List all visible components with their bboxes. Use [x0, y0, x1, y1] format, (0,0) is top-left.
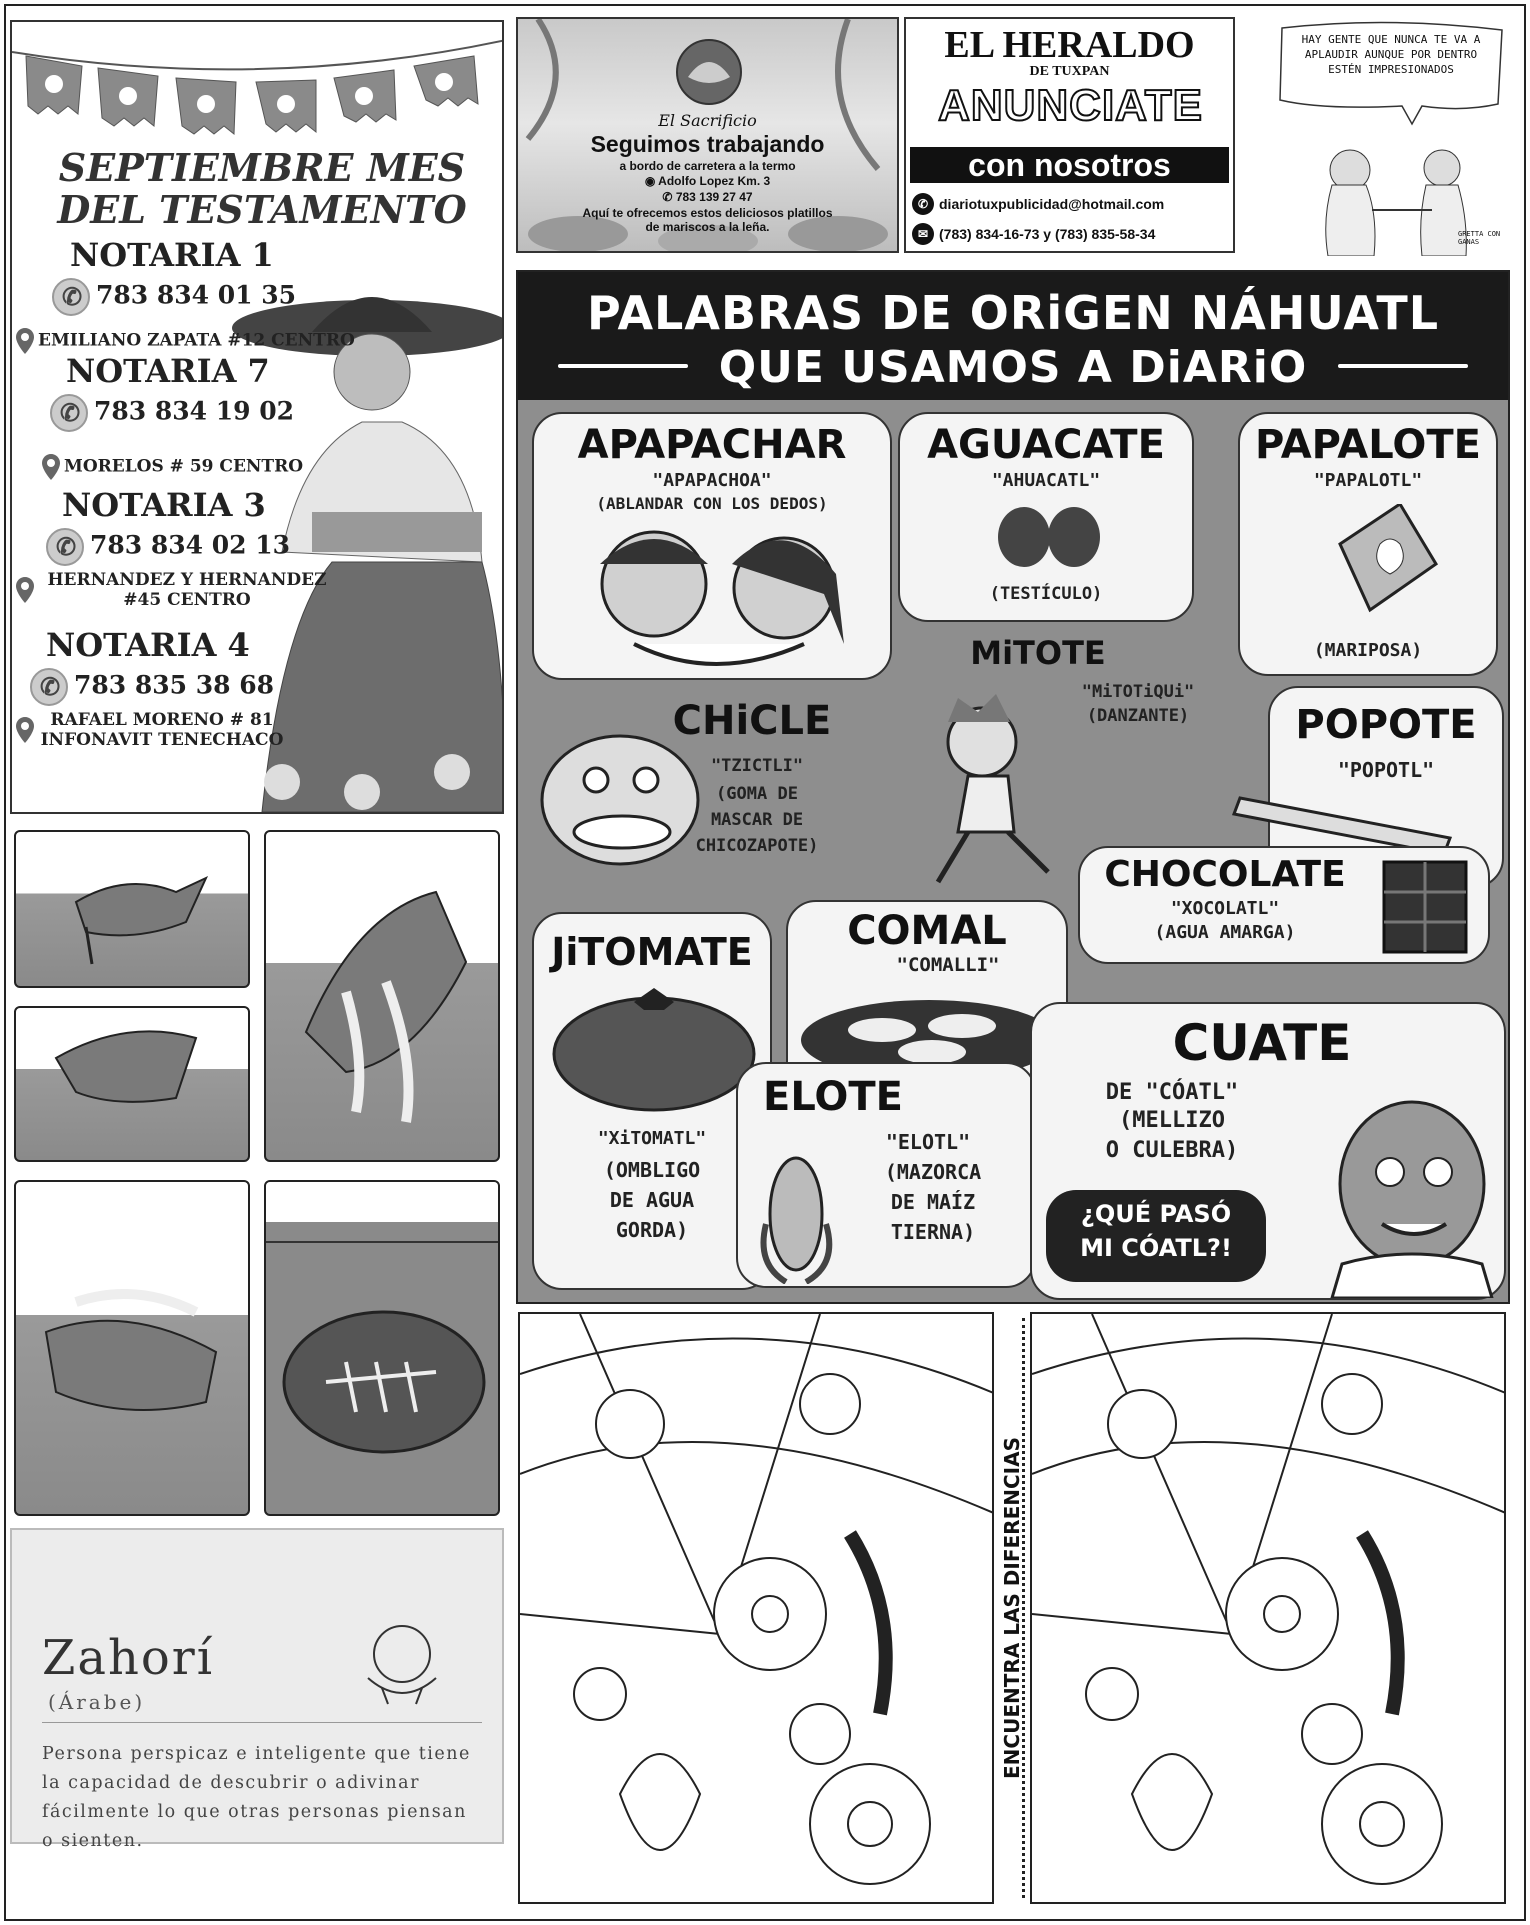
notaria-7-phone[interactable]: [50, 394, 294, 432]
word-jitomate: JiTOMATE: [551, 930, 753, 974]
tomato-illustration: [544, 984, 764, 1114]
comic-panel-5: [264, 1180, 500, 1516]
comic-panel-1: [14, 830, 250, 988]
bird-worms-illustration: [266, 832, 500, 1162]
differences-label-container: [994, 1308, 1030, 1908]
phone-text: 783 834 01 35: [96, 280, 297, 310]
crystal-ball-icon: [352, 1618, 452, 1708]
notaria-7-address: [42, 454, 303, 480]
meaning-mitote: (DANZANTE): [1086, 706, 1190, 726]
location-pin-icon: ◉: [644, 174, 659, 188]
address-text: RAFAEL MORENO # 81 INFONAVIT TENECHACO: [40, 710, 284, 750]
nahuatl-title-line-2: QUE USAMOS A DiARiO: [718, 342, 1308, 393]
brand-name: El Sacrificio: [658, 111, 757, 130]
hugging-couple-illustration: [544, 524, 884, 674]
location-pin-icon: [16, 577, 34, 603]
meaning-aguacate: (TESTÍCULO): [989, 584, 1103, 604]
notaria-3-name: NOTARIA 3: [62, 486, 266, 524]
origin-jitomate: "XiTOMATL": [597, 1128, 707, 1149]
chocolate-bar-illustration: [1380, 858, 1470, 956]
nahuatl-words-panel: [516, 270, 1510, 1304]
address-text: EMILIANO ZAPATA #12 CENTRO: [38, 330, 355, 351]
phone-text: 783 139 27 47: [675, 190, 753, 204]
phone-icon: [50, 394, 88, 432]
notaria-1-address: [16, 328, 355, 354]
mail-icon: ✉: [912, 223, 934, 245]
nahuatl-header: [518, 272, 1508, 400]
zahori-definition-card: [10, 1528, 504, 1851]
location-line: a bordo de carretera a la termo: [619, 159, 796, 173]
notaria-4-phone[interactable]: [30, 668, 274, 706]
address-line: [518, 174, 897, 188]
meaning-elote-1: (MAZORCA: [884, 1160, 982, 1184]
phone-text: 783 835 38 68: [74, 670, 275, 700]
cuate-bubble: [1030, 1002, 1506, 1300]
meaning-chicle-3: CHICOZAPOTE): [695, 836, 819, 856]
notaria-3-phone[interactable]: [46, 528, 290, 566]
sacrificio-ad[interactable]: [516, 17, 899, 253]
email-text: diariotuxpublicidad@hotmail.com: [939, 196, 1165, 212]
notaria-1-phone[interactable]: [52, 278, 296, 316]
word-chocolate: CHOCOLATE: [1104, 854, 1346, 895]
zahori-word: Zahorí: [42, 1630, 215, 1686]
elote-bubble: [736, 1062, 1036, 1288]
word-chicle: CHiCLE: [672, 698, 832, 744]
apapachar-bubble: [532, 412, 892, 680]
notaria-4-name: NOTARIA 4: [46, 626, 250, 664]
description-line-2: de mariscos a la leña.: [645, 220, 770, 234]
anunciate-text: ANUNCIATE: [938, 81, 1203, 130]
cuate-speech-line-1: ¿QUÉ PASÓ: [1080, 1200, 1232, 1228]
avocado-illustration: [994, 502, 1104, 572]
word-popote: POPOTE: [1295, 702, 1477, 748]
chocolate-bubble: [1078, 846, 1490, 964]
corn-illustration: [746, 1154, 846, 1284]
origin-chicle: "TZICTLI": [710, 756, 804, 776]
ornament-right: [1338, 364, 1468, 368]
meaning-elote-2: DE MAÍZ: [890, 1190, 976, 1214]
description-line-1: Aquí te ofrecemos estos deliciosos platillos: [582, 206, 833, 220]
notaria-3-address: [16, 570, 336, 610]
cartoon-signature: GRETTA CON GANAS: [1458, 230, 1501, 246]
location-pin-icon: [42, 454, 60, 480]
cuate-speech-line-2: MI CÓATL?!: [1080, 1234, 1232, 1262]
meaning-chocolate: (AGUA AMARGA): [1154, 922, 1296, 943]
phone-text: 783 834 02 13: [90, 530, 291, 560]
aguacate-bubble: [898, 412, 1194, 622]
papalote-bubble: [1238, 412, 1498, 676]
phone-icon: ✆: [662, 190, 676, 204]
notaria-title: [42, 147, 482, 231]
origin-mitote: "MiTOTiQUi": [1081, 682, 1195, 702]
phone-icon: [52, 278, 90, 316]
word-apapachar: APAPACHAR: [577, 422, 847, 468]
applause-cartoon: [1262, 20, 1512, 256]
bird-attacked-illustration: [16, 1182, 250, 1516]
nahuatl-title-line-1: PALABRAS DE ORiGEN NÁHUATL: [586, 286, 1440, 340]
heraldo-title: EL HERALDO: [944, 24, 1195, 66]
phone-line[interactable]: [518, 190, 897, 204]
meaning-jitomate-1: (OMBLIGO: [603, 1158, 701, 1182]
comic-panel-2: [14, 1006, 250, 1162]
meaning-apapachar: (ABLANDAR CON LOS DEDOS): [596, 494, 828, 513]
sacrificio-logo-icon: [674, 37, 744, 107]
meaning-chicle-2: MASCAR DE: [710, 810, 804, 830]
notaria-7-name: NOTARIA 7: [66, 352, 270, 390]
differences-label: ENCUENTRA LAS DIFERENCIAS: [1000, 1437, 1024, 1779]
headline: Seguimos trabajando: [590, 131, 825, 157]
location-pin-icon: [16, 328, 34, 354]
origin-papalote: "PAPALOTL": [1313, 470, 1423, 491]
meaning-elote-3: TIERNA): [890, 1220, 976, 1244]
notaria-ad: [10, 20, 504, 814]
phone-contact[interactable]: [912, 223, 1155, 245]
notaria-1-name: NOTARIA 1: [70, 236, 274, 274]
dancer-illustration: [918, 692, 1068, 892]
chewing-face-illustration: [536, 724, 706, 874]
word-mitote: MiTOTE: [970, 634, 1106, 672]
whatsapp-icon: ✆: [912, 193, 934, 215]
word-elote: ELOTE: [763, 1074, 903, 1120]
origin-apapachar: "APAPACHOA": [652, 470, 772, 491]
papel-picado-banner: [12, 22, 504, 142]
meaning-papalote: (MARIPOSA): [1313, 640, 1423, 661]
origin-elote: "ELOTL": [885, 1130, 971, 1154]
word-cuate: CUATE: [1172, 1014, 1352, 1072]
phones-text: (783) 834-16-73 y (783) 835-58-34: [939, 226, 1156, 242]
difference-image-right[interactable]: [1030, 1312, 1506, 1904]
notaria-4-address: [16, 710, 286, 750]
origin-comal: "COMALLI": [896, 954, 1000, 976]
address-text: MORELOS # 59 CENTRO: [64, 456, 304, 477]
heraldo-subtitle: DE TUXPAN: [1029, 64, 1110, 79]
meaning-chicle-1: (GOMA DE: [716, 784, 798, 804]
bird-skeleton-illustration: [266, 1182, 500, 1516]
address-text: HERNANDEZ Y HERNANDEZ #45 CENTRO: [47, 570, 327, 610]
phone-text: 783 834 19 02: [94, 396, 295, 426]
meaning-jitomate-3: GORDA): [615, 1218, 689, 1242]
cuate-speech-bubble: [1046, 1190, 1266, 1282]
origin-cuate: DE "CÓATL": [1105, 1080, 1239, 1105]
email-contact[interactable]: [912, 193, 1164, 215]
phone-icon: [30, 668, 68, 706]
spot-differences-puzzle[interactable]: [516, 1308, 1510, 1908]
difference-image-left[interactable]: [518, 1312, 994, 1904]
cartoon-caption: HAY GENTE QUE NUNCA TE VA A APLAUDIR AUNQUE POR DENTRO ESTÉN IMPRESIONADOS: [1301, 33, 1481, 76]
garden-insects-drawing: [1032, 1314, 1506, 1904]
garden-insects-drawing: [520, 1314, 994, 1904]
bird-pecking-illustration: [16, 832, 250, 988]
title-line-1: SEPTIEMBRE MES: [58, 145, 466, 190]
origin-chocolate: "XOCOLATL": [1170, 898, 1280, 919]
man-thumbs-up-illustration: [1302, 1094, 1502, 1298]
origin-aguacate: "AHUACATL": [991, 470, 1101, 491]
heraldo-ad[interactable]: [904, 17, 1235, 253]
zahori-origin: (Árabe): [48, 1690, 146, 1714]
word-aguacate: AGUACATE: [927, 422, 1165, 468]
zahori-divider: [42, 1722, 482, 1723]
address-text: Adolfo Lopez Km. 3: [658, 174, 771, 188]
word-papalote: PAPALOTE: [1255, 422, 1481, 468]
comic-strip: [10, 830, 504, 1520]
comic-panel-4: [14, 1180, 250, 1516]
word-comal: COMAL: [847, 908, 1007, 954]
meaning-cuate-1: (MELLIZO: [1119, 1108, 1225, 1133]
con-nosotros-banner: con nosotros: [910, 147, 1229, 183]
meaning-jitomate-2: DE AGUA: [609, 1188, 695, 1212]
origin-popote: "POPOTL": [1337, 758, 1435, 782]
meaning-cuate-2: O CULEBRA): [1105, 1138, 1239, 1163]
location-pin-icon: [16, 717, 34, 743]
phone-icon: [46, 528, 84, 566]
title-line-2: DEL TESTAMENTO: [57, 187, 467, 232]
bird-standing-illustration: [16, 1008, 250, 1162]
kite-illustration: [1320, 504, 1440, 614]
comic-panel-3: [264, 830, 500, 1162]
zahori-definition: Persona perspicaz e inteligente que tiene la capacidad de descubrir o adivinar fácilmente lo que otras personas piensan o sienten.: [42, 1744, 471, 1851]
